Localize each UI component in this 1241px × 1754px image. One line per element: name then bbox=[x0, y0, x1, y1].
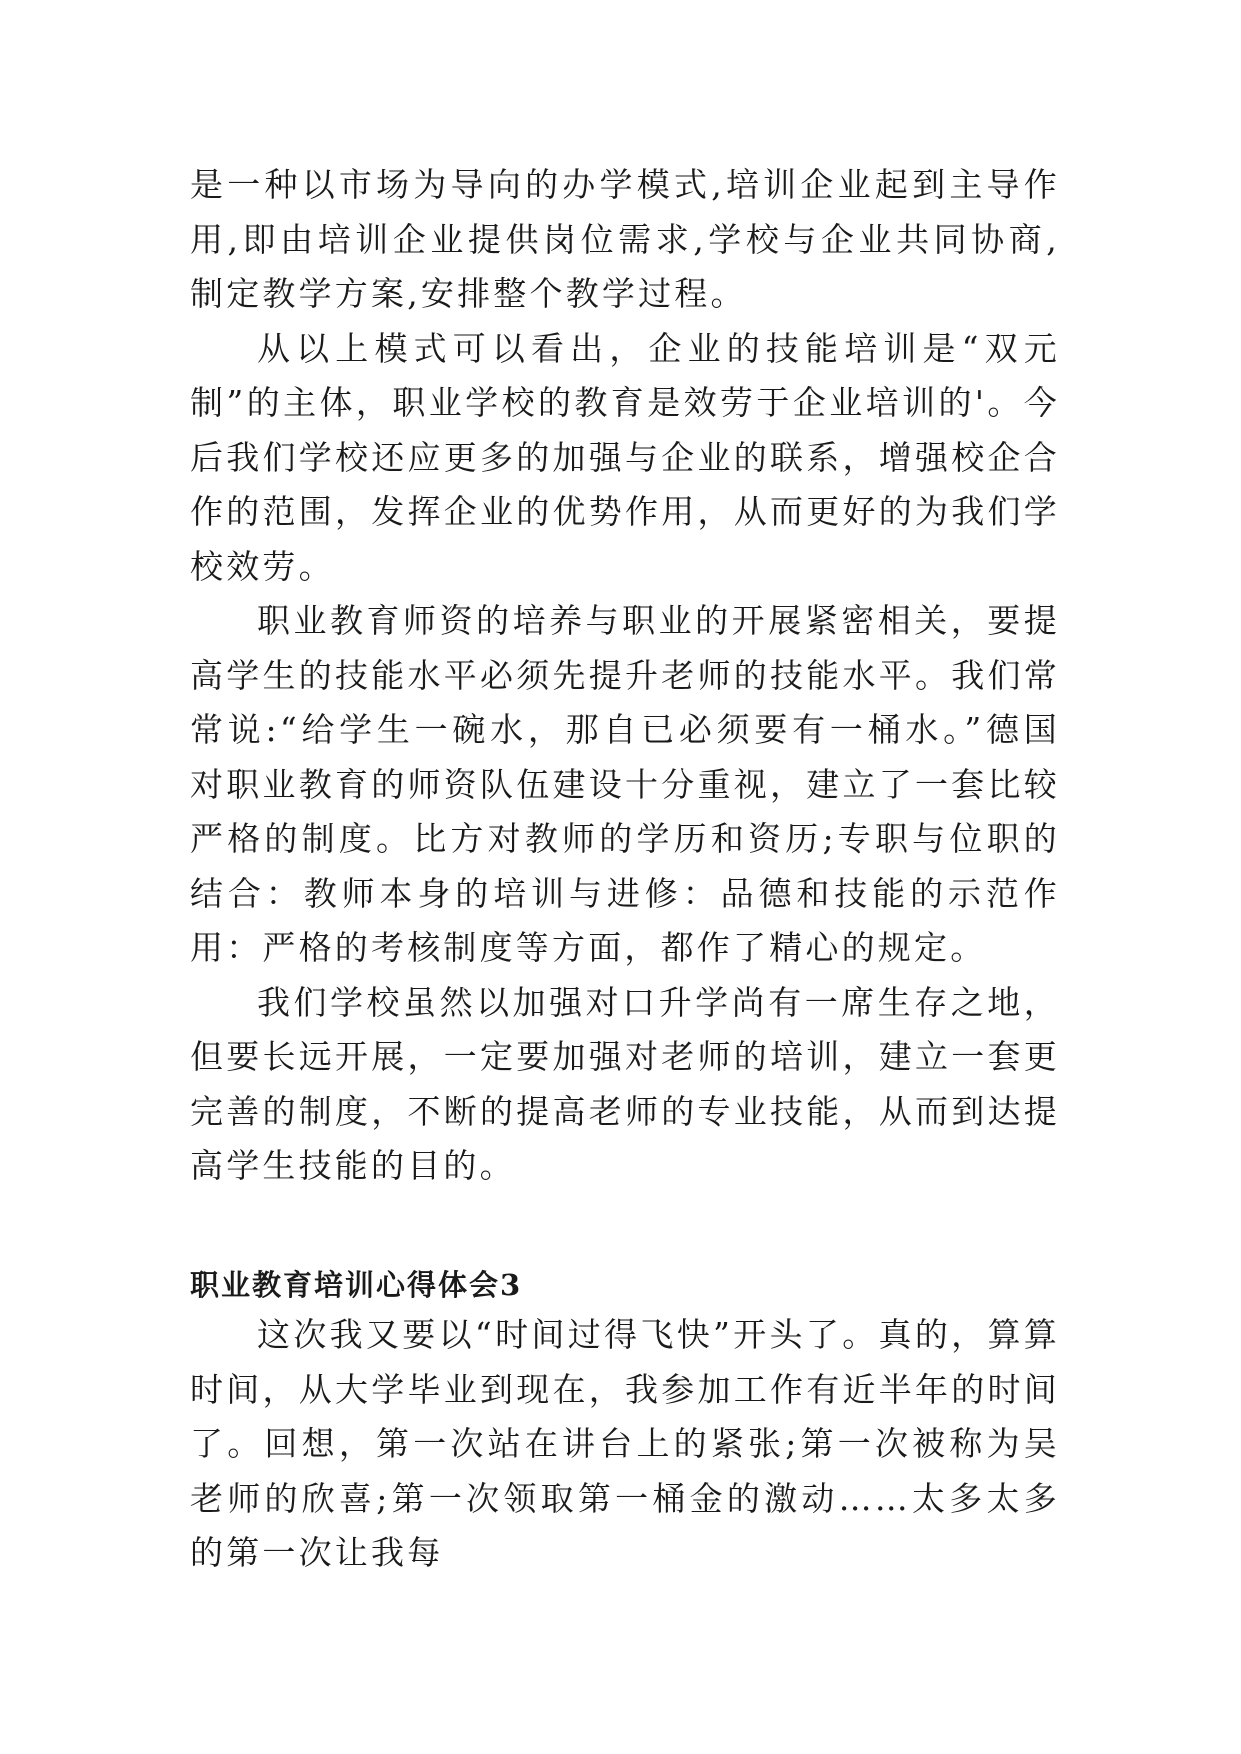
paragraph-5: 这次我又要以“时间过得飞快”开头了。真的，算算时间，从大学毕业到现在，我参加工作有近半年的时间了。回想，第一次站在讲台上的紧张;第一次被称为吴老师的欣喜;第一次领取第一桶金的激动……太多太多的第一次让我每 bbox=[190, 1315, 1060, 1572]
section-title: 职业教育培训心得体会3 bbox=[190, 1268, 523, 1302]
paragraph-2: 从以上模式可以看出，企业的技能培训是“双元制”的主体，职业学校的教育是效劳于企业培训的'。今后我们学校还应更多的加强与企业的联系，增强校企合作的范围，发挥企业的优势作用，从而更好的为我们学校效劳。 bbox=[190, 328, 1060, 586]
paragraph-4: 我们学校虽然以加强对口升学尚有一席生存之地，但要长远开展，一定要加强对老师的培训，建立一套更完善的制度，不断的提高老师的专业技能，从而到达提高学生技能的目的。 bbox=[190, 982, 1060, 1185]
document-body-bottom bbox=[190, 1308, 1060, 1581]
document-body-top bbox=[190, 158, 1060, 1194]
paragraph-3: 职业教育师资的培养与职业的开展紧密相关，要提高学生的技能水平必须先提升老师的技能水平。我们常常说:“给学生一碗水，那自已必须要有一桶水。”德国对职业教育的师资队伍建设十分重视，建立了一套比较严格的制度。比方对教师的学历和资历;专职与位职的结合：教师本身的培训与进修：品德和技能的示范作用：严格的考核制度等方面，都作了精心的规定。 bbox=[190, 601, 1060, 967]
paragraph-1: 是一种以市场为导向的办学模式,培训企业起到主导作用,即由培训企业提供岗位需求,学校与企业共同协商,制定教学方案,安排整个教学过程。 bbox=[190, 165, 1060, 313]
